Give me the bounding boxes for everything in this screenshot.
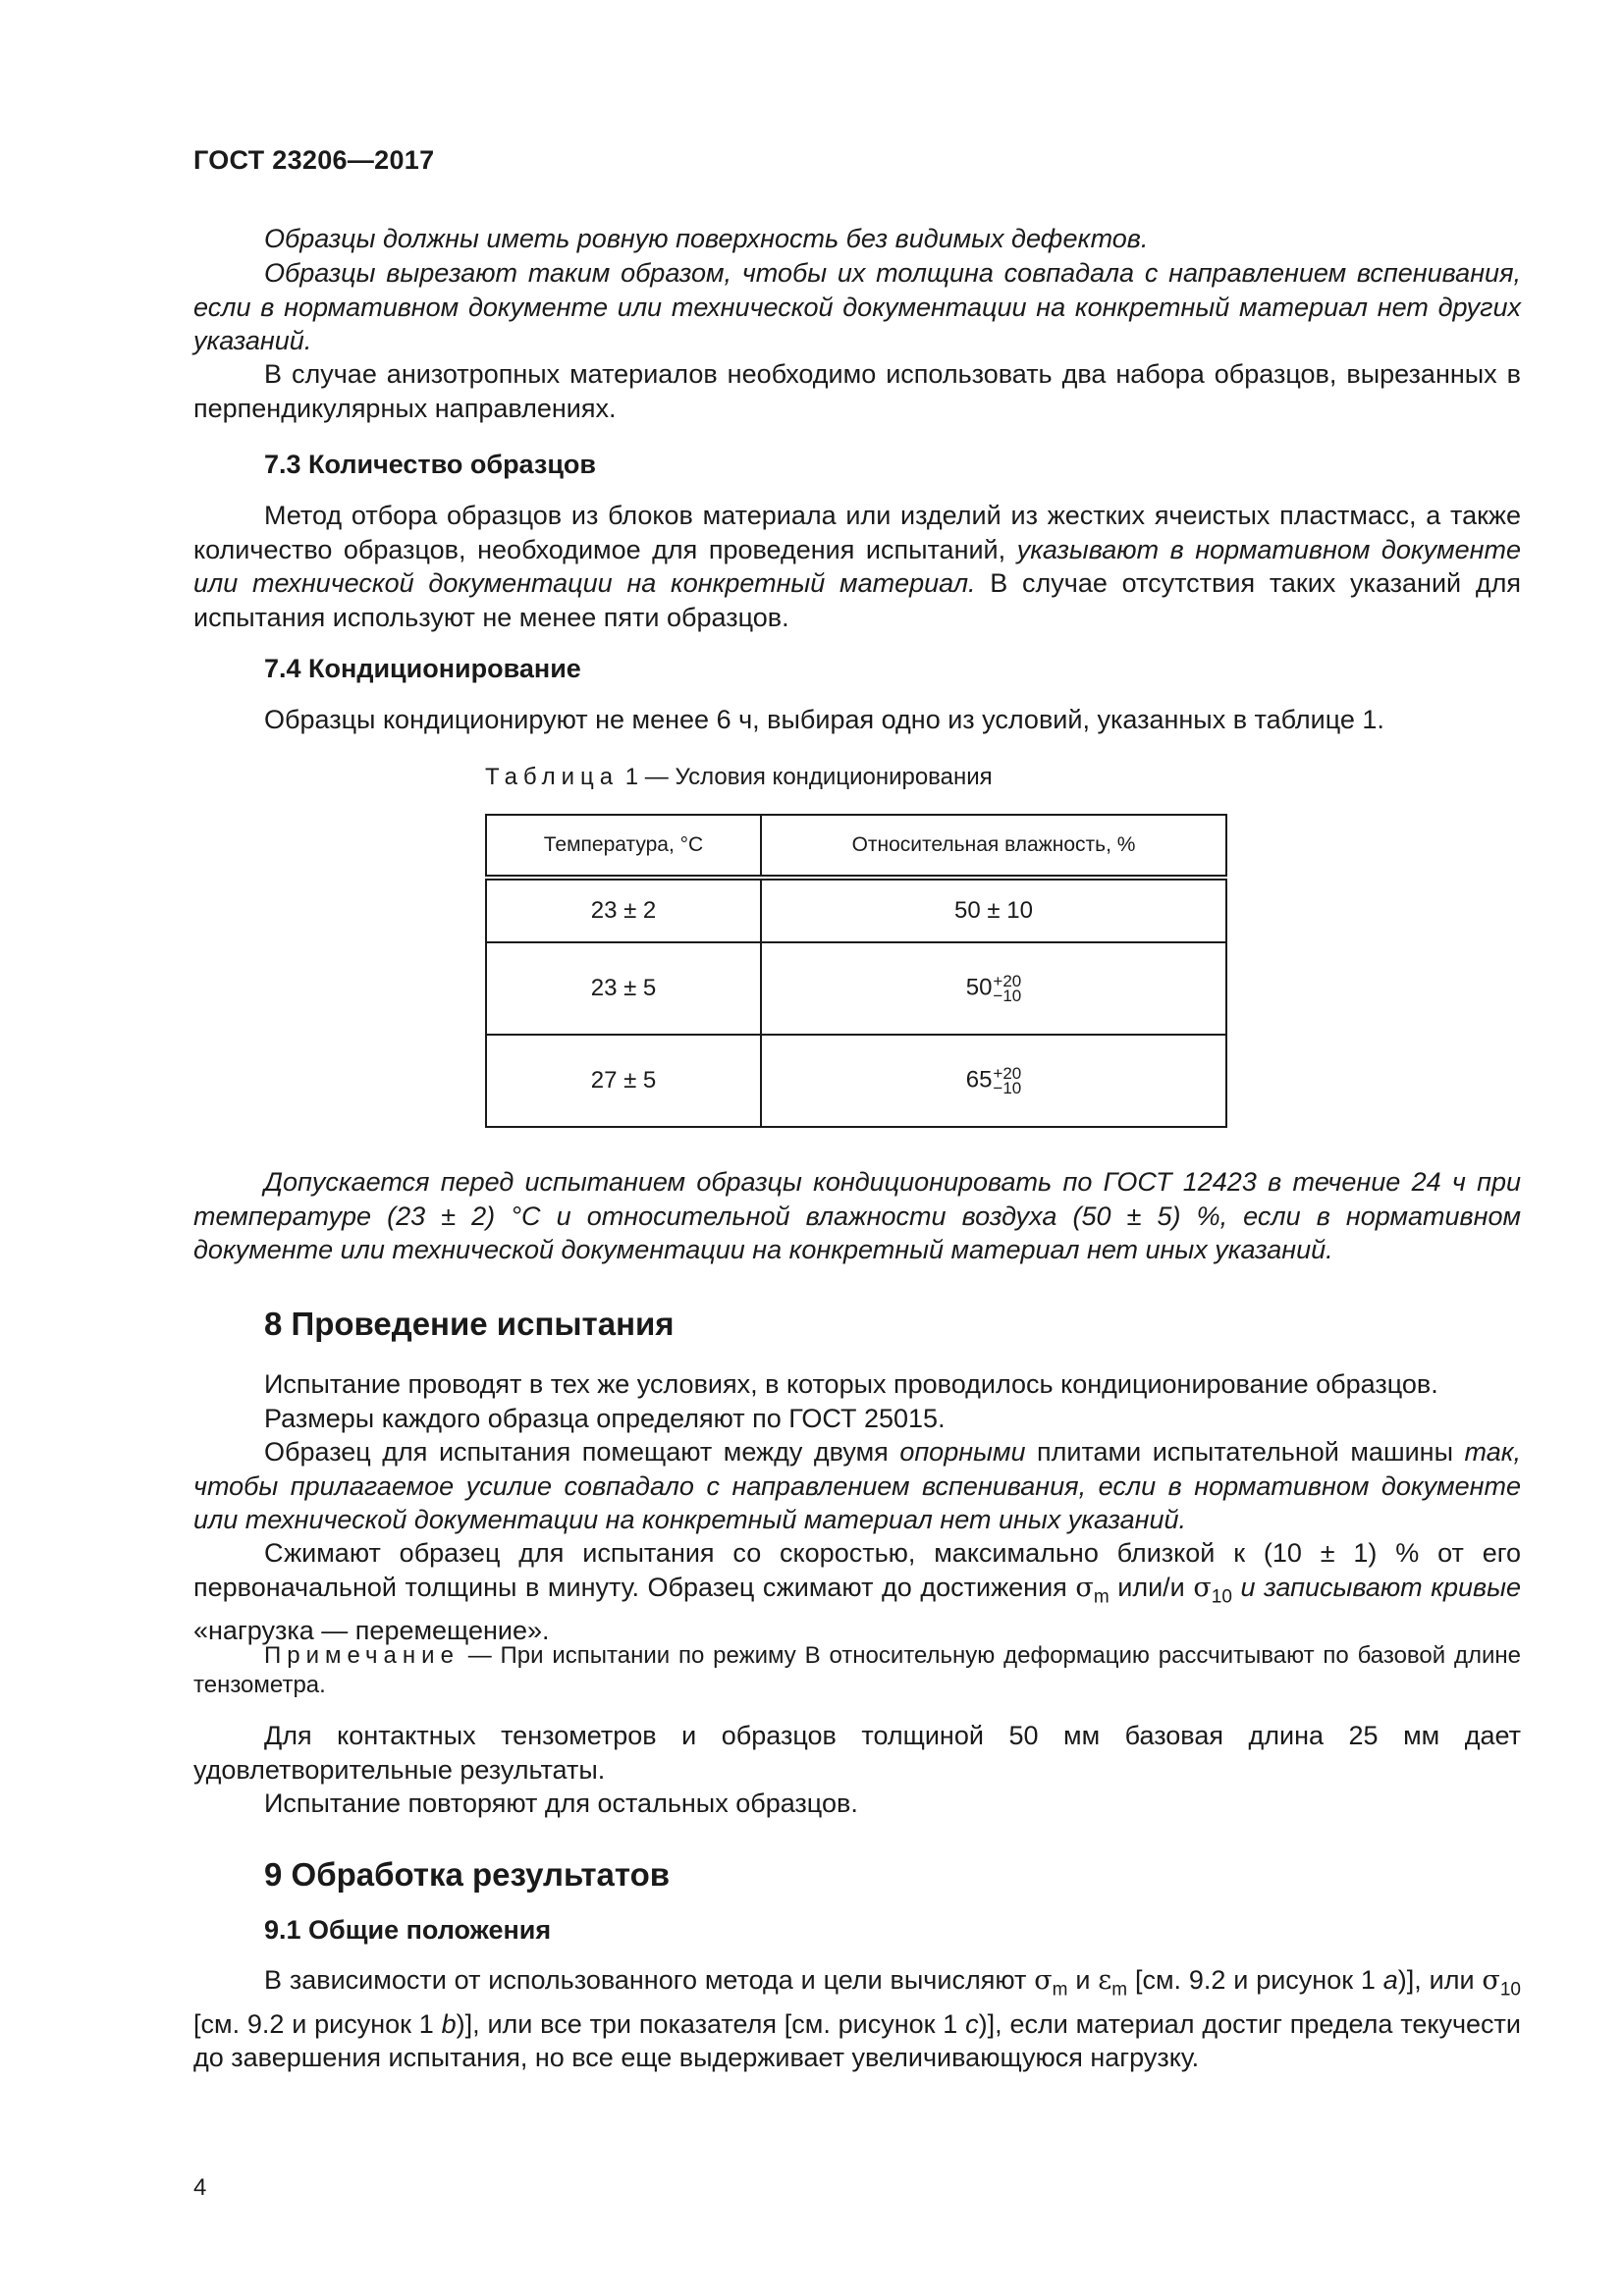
figure-ref: b bbox=[441, 2008, 457, 2039]
text-run: «нагрузка — перемещение». bbox=[193, 1616, 550, 1646]
section-heading-7-3: 7.3 Количество образцов bbox=[264, 450, 597, 479]
note bbox=[193, 1641, 1521, 1700]
text-run: Метод отбора образцов из блоков материала или изделий из жестких ячеистых пластмасс, а также количество образцов, необходимое для проведения испытаний, bbox=[193, 501, 1521, 564]
section-heading-9-1: 9.1 Общие положения bbox=[264, 1915, 552, 1945]
section-heading-7-4: 7.4 Кондиционирование bbox=[264, 654, 581, 683]
text-run: [см. 9.2 и рисунок 1 bbox=[1127, 1965, 1383, 1995]
paragraph bbox=[193, 1963, 1521, 2075]
table-cell: 23 ± 5 bbox=[486, 942, 761, 1035]
italic-text: так, чтобы прилагаемое усилие совпадало с направлением вспенивания, если в нормативном документе или технической документации на конкретный материал нет иных указаний. bbox=[193, 1437, 1521, 1534]
text-run: Сжимают образец для испытания со скоростью, максимально близкой к (10 ± 1) % от его первоначальной толщины в минуту. Образец сжимают до достижения bbox=[193, 1538, 1521, 1602]
table-row bbox=[486, 942, 1226, 1035]
text-run: В случае отсутствия таких указаний для испытания используют не менее пяти образцов. bbox=[193, 568, 1521, 632]
table-cell bbox=[761, 1035, 1226, 1127]
conditioning-table bbox=[485, 814, 1227, 1128]
table-header-row bbox=[486, 815, 1226, 878]
subscript: 10 bbox=[1211, 1585, 1232, 1607]
subscript: 10 bbox=[1499, 1979, 1521, 2001]
figure-ref: a bbox=[1382, 1965, 1398, 1995]
sigma-symbol: σ bbox=[1193, 1572, 1212, 1603]
value-base: 65 bbox=[965, 1066, 993, 1094]
table-cell bbox=[761, 942, 1226, 1035]
text-run: плитами испытательной машины bbox=[1025, 1437, 1465, 1467]
italic-text: указывают в нормативном документе или технической документации на конкретный материал. bbox=[193, 534, 1521, 598]
subscript: m bbox=[1111, 1979, 1128, 2001]
table-row bbox=[486, 878, 1226, 942]
sigma-symbol: σ bbox=[1482, 1965, 1500, 1996]
italic-text: Образцы вырезают таким образом, чтобы их толщина совпадала с направлением вспенивания, если в нормативном документе или технической документации на конкретный материал нет других указаний. bbox=[193, 258, 1521, 355]
paragraph bbox=[193, 499, 1521, 634]
table-cell: 50 ± 10 bbox=[761, 878, 1226, 942]
section-heading-9: 9 Обработка результатов bbox=[264, 1856, 671, 1893]
tolerance bbox=[993, 1066, 1021, 1095]
subscript: m bbox=[1052, 1979, 1068, 2001]
column-header-humidity: Относительная влажность, % bbox=[761, 815, 1226, 878]
paragraph bbox=[193, 256, 1521, 358]
paragraph bbox=[193, 1536, 1521, 1648]
tolerance-upper: +20 bbox=[993, 1064, 1022, 1083]
text-run: )], если материал достиг предела текучести до завершения испытания, но все еще выдерживает увеличивающуюся нагрузку. bbox=[193, 2008, 1521, 2073]
note-label: Примечание bbox=[264, 1642, 460, 1669]
tolerance-upper: +20 bbox=[993, 972, 1022, 990]
paragraph: Размеры каждого образца определяют по ГОСТ 25015. bbox=[264, 1404, 946, 1433]
italic-text: опорными bbox=[899, 1437, 1026, 1467]
subscript: m bbox=[1093, 1585, 1110, 1607]
paragraph: Для контактных тензометров и образцов толщиной 50 мм базовая длина 25 мм дает удовлетворительные результаты. bbox=[193, 1721, 1521, 1785]
text-run: [см. 9.2 и рисунок 1 bbox=[193, 2008, 442, 2039]
text-run: )], или все три показателя [см. рисунок 1 bbox=[456, 2008, 966, 2039]
paragraph: Образцы кондиционируют не менее 6 ч, выбирая одно из условий, указанных в таблице 1. bbox=[264, 705, 1384, 734]
caption-label: Таблица bbox=[485, 764, 620, 790]
figure-ref: c bbox=[965, 2008, 979, 2039]
text-run: )], или bbox=[1397, 1965, 1483, 1995]
tolerance-lower: −10 bbox=[993, 1079, 1022, 1097]
paragraph bbox=[193, 1165, 1521, 1267]
table-caption bbox=[485, 764, 993, 791]
column-header-temperature: Температура, °С bbox=[486, 815, 761, 878]
note-text: — При испытании по режиму В относительную деформацию рассчитывают по базовой длине тензометра. bbox=[193, 1642, 1521, 1698]
epsilon-symbol: ε bbox=[1098, 1965, 1112, 1996]
paragraph: Испытание проводят в тех же условиях, в которых проводилось кондиционирование образцов. bbox=[264, 1369, 1438, 1399]
text-run: и bbox=[1067, 1965, 1099, 1995]
caption-text: 1 — Условия кондиционирования bbox=[619, 764, 993, 790]
paragraph: В случае анизотропных материалов необходимо использовать два набора образцов, вырезанных в перпендикулярных направлениях. bbox=[193, 359, 1521, 423]
paragraph: Испытание повторяют для остальных образцов. bbox=[264, 1789, 858, 1818]
text-run: или/и bbox=[1109, 1572, 1194, 1602]
italic-text: и записывают кривые bbox=[1231, 1572, 1521, 1602]
tolerance-lower: −10 bbox=[993, 987, 1022, 1005]
paragraph bbox=[193, 1435, 1521, 1537]
italic-text: Образцы должны иметь ровную поверхность без видимых дефектов. bbox=[264, 224, 1149, 253]
italic-text: Допускается перед испытанием образцы кондиционировать по ГОСТ 12423 в течение 24 ч при температуре (23 ± 2) °С и относительной влажности воздуха (50 ± 5) %, если в нормативном документе или технической документации на конкретный материал нет иных указаний. bbox=[193, 1167, 1521, 1264]
document-header: ГОСТ 23206—2017 bbox=[193, 145, 435, 175]
paragraph bbox=[193, 222, 1521, 256]
section-heading-8: 8 Проведение испытания bbox=[264, 1306, 675, 1342]
tolerance bbox=[993, 974, 1021, 1003]
sigma-symbol: σ bbox=[1034, 1965, 1053, 1996]
page-number: 4 bbox=[193, 2174, 207, 2201]
sigma-symbol: σ bbox=[1075, 1572, 1094, 1603]
document-page bbox=[193, 0, 1521, 2296]
table-cell: 27 ± 5 bbox=[486, 1035, 761, 1127]
value-base: 50 bbox=[965, 974, 993, 1001]
table-row bbox=[486, 1035, 1226, 1127]
text-run: В зависимости от использованного метода и цели вычисляют bbox=[264, 1965, 1035, 1995]
text-run: Образец для испытания помещают между двумя bbox=[264, 1437, 900, 1467]
table-cell: 23 ± 2 bbox=[486, 878, 761, 942]
